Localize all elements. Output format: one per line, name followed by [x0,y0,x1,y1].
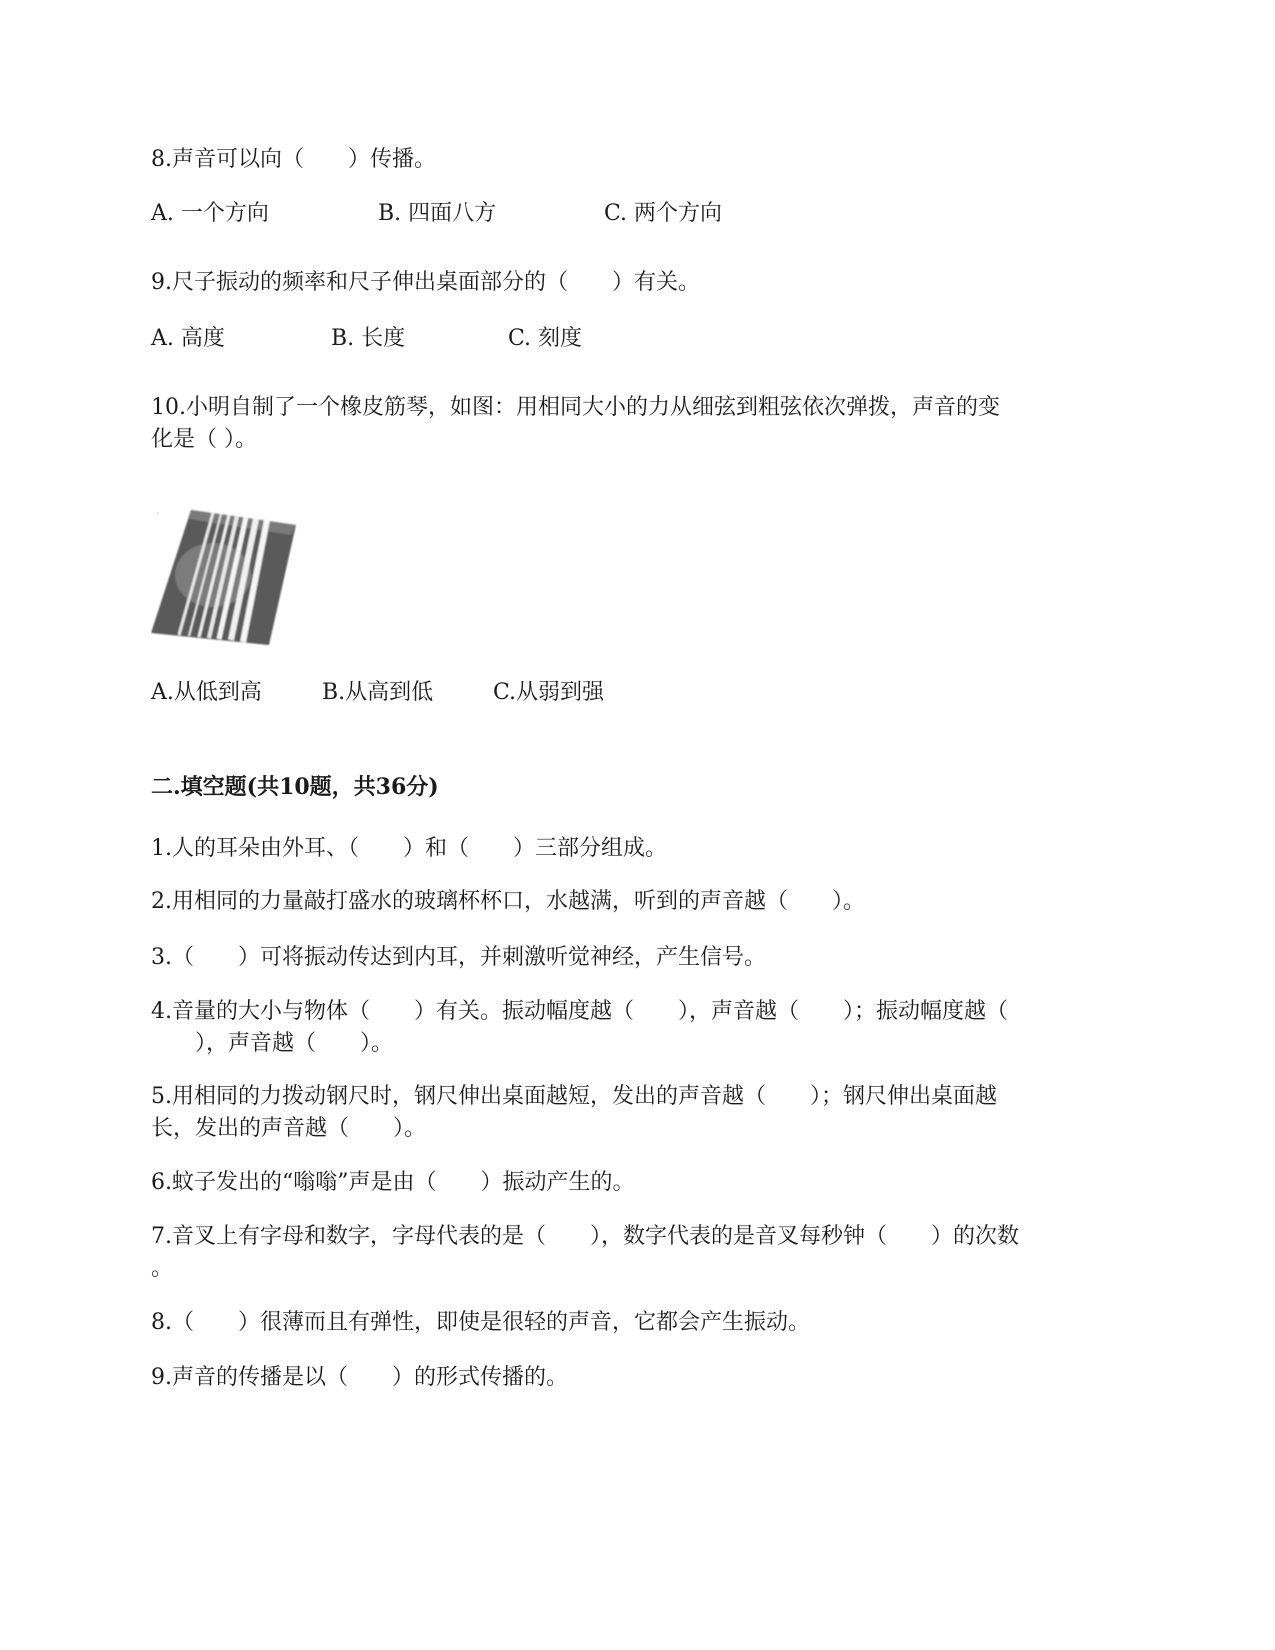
svg-text:·: · [156,509,160,520]
q8-option-b: B. 四面八方 [378,201,497,226]
fill-question-8: 8.（ ）很薄而且有弹性，即使是很轻的声音，它都会产生振动。 [151,1310,810,1335]
question-10-stem-line1: 10.小明自制了一个橡皮筋琴，如图：用相同大小的力从细弦到粗弦依次弹拨，声音的变 [151,395,1000,420]
q10-option-a: A.从低到高 [151,680,262,705]
q8-option-a: A. 一个方向 [151,201,269,226]
fill-question-7-line2: 。 [151,1256,174,1281]
fill-question-6: 6.蚊子发出的“嗡嗡”声是由（ ）振动产生的。 [151,1170,635,1195]
fill-question-5-line2: 长，发出的声音越（ ）。 [151,1116,427,1141]
fill-question-2: 2.用相同的力量敲打盛水的玻璃杯杯口，水越满，听到的声音越（ ）。 [151,889,865,914]
question-9-stem: 9.尺子振动的频率和尺子伸出桌面部分的（ ）有关。 [151,270,700,295]
question-10-stem-line2: 化是（ ）。 [151,427,257,452]
q9-option-c: C. 刻度 [508,326,583,351]
section-2-heading: 二.填空题(共10题，共36分) [151,774,439,800]
fill-question-4-line1: 4.音量的大小与物体（ ）有关。振动幅度越（ ），声音越（ ）；振动幅度越（ [151,999,1008,1024]
q9-option-b: B. 长度 [331,326,406,351]
q8-option-c: C. 两个方向 [604,201,723,226]
q10-option-b: B.从高到低 [322,680,434,705]
fill-question-1: 1.人的耳朵由外耳、（ ）和（ ）三部分组成。 [151,836,667,861]
fill-question-7-line1: 7.音叉上有字母和数字，字母代表的是（ ），数字代表的是音叉每秒钟（ ）的次数 [151,1224,1019,1249]
rubber-band-zither-photo-icon [151,505,311,655]
question-8-stem: 8.声音可以向（ ）传播。 [151,147,436,172]
q9-option-a: A. 高度 [151,326,225,351]
fill-question-5-line1: 5.用相同的力拨动钢尺时，钢尺伸出桌面越短，发出的声音越（ ）；钢尺伸出桌面越 [151,1084,997,1109]
q10-option-c: C.从弱到强 [493,680,605,705]
fill-question-4-line2: ），声音越（ ）。 [151,1031,394,1056]
fill-question-9: 9.声音的传播是以（ ）的形式传播的。 [151,1365,568,1390]
fill-question-3: 3.（ ）可将振动传达到内耳，并刺激听觉神经，产生信号。 [151,945,766,970]
